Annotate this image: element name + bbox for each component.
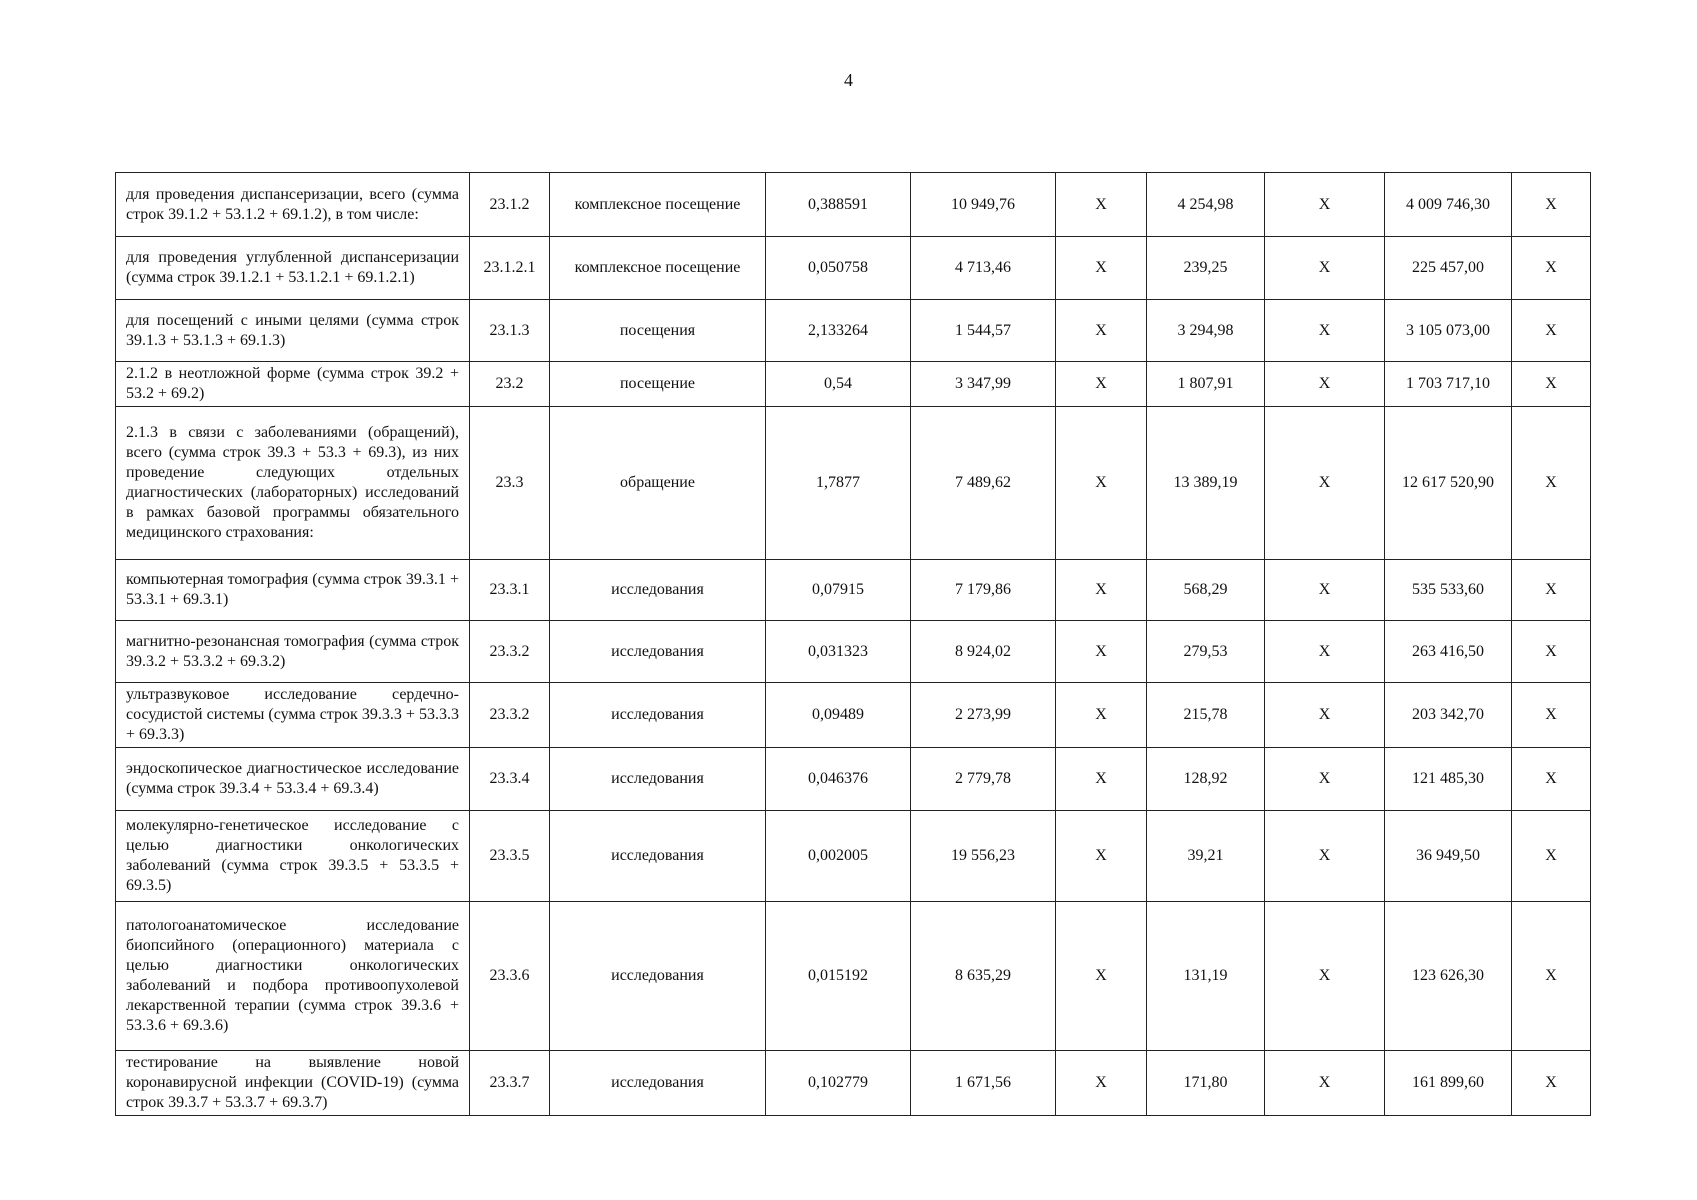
row-x-mark: X bbox=[1512, 1051, 1591, 1116]
row-per-capita: 131,19 bbox=[1147, 902, 1265, 1051]
row-x-mark: X bbox=[1265, 237, 1385, 300]
row-per-capita: 239,25 bbox=[1147, 237, 1265, 300]
row-x-mark: X bbox=[1265, 362, 1385, 407]
row-total: 161 899,60 bbox=[1385, 1051, 1512, 1116]
table-row bbox=[116, 748, 1591, 811]
row-unit: обращение bbox=[550, 407, 766, 560]
table-row bbox=[116, 362, 1591, 407]
row-norm: 0,09489 bbox=[766, 683, 911, 748]
table-row bbox=[116, 811, 1591, 902]
row-unit: посещение bbox=[550, 362, 766, 407]
row-cost: 3 347,99 bbox=[911, 362, 1056, 407]
row-unit: комплексное посещение bbox=[550, 173, 766, 237]
row-code: 23.3.5 bbox=[470, 811, 550, 902]
row-x-mark: X bbox=[1265, 811, 1385, 902]
row-cost: 10 949,76 bbox=[911, 173, 1056, 237]
row-x-mark: X bbox=[1056, 560, 1147, 621]
row-code: 23.3 bbox=[470, 407, 550, 560]
row-norm: 0,54 bbox=[766, 362, 911, 407]
row-x-mark: X bbox=[1512, 362, 1591, 407]
row-code: 23.3.4 bbox=[470, 748, 550, 811]
row-x-mark: X bbox=[1265, 300, 1385, 362]
row-total: 36 949,50 bbox=[1385, 811, 1512, 902]
row-total: 203 342,70 bbox=[1385, 683, 1512, 748]
row-cost: 2 273,99 bbox=[911, 683, 1056, 748]
row-description: тестирование на выявление новой коронавирусной инфекции (COVID-19) (сумма строк 39.3.7 + 53.3.7 + 69.3.7) bbox=[116, 1051, 470, 1116]
row-per-capita: 215,78 bbox=[1147, 683, 1265, 748]
row-x-mark: X bbox=[1056, 173, 1147, 237]
row-x-mark: X bbox=[1056, 362, 1147, 407]
row-norm: 0,031323 bbox=[766, 621, 911, 683]
row-total: 1 703 717,10 bbox=[1385, 362, 1512, 407]
row-per-capita: 171,80 bbox=[1147, 1051, 1265, 1116]
row-x-mark: X bbox=[1056, 902, 1147, 1051]
row-x-mark: X bbox=[1056, 748, 1147, 811]
row-unit: исследования bbox=[550, 621, 766, 683]
row-norm: 0,050758 bbox=[766, 237, 911, 300]
row-description: 2.1.3 в связи с заболеваниями (обращений), всего (сумма строк 39.3 + 53.3 + 69.3), из них проведение следующих отдельных диагностических (лабораторных) исследований в рамках базовой программы обязательного медицинского страхования: bbox=[116, 407, 470, 560]
row-description: 2.1.2 в неотложной форме (сумма строк 39.2 + 53.2 + 69.2) bbox=[116, 362, 470, 407]
row-x-mark: X bbox=[1265, 748, 1385, 811]
row-x-mark: X bbox=[1056, 300, 1147, 362]
row-code: 23.3.7 bbox=[470, 1051, 550, 1116]
row-norm: 0,015192 bbox=[766, 902, 911, 1051]
row-x-mark: X bbox=[1512, 902, 1591, 1051]
row-total: 121 485,30 bbox=[1385, 748, 1512, 811]
row-norm: 2,133264 bbox=[766, 300, 911, 362]
row-norm: 0,07915 bbox=[766, 560, 911, 621]
row-x-mark: X bbox=[1265, 1051, 1385, 1116]
row-cost: 8 635,29 bbox=[911, 902, 1056, 1051]
row-per-capita: 13 389,19 bbox=[1147, 407, 1265, 560]
row-total: 263 416,50 bbox=[1385, 621, 1512, 683]
row-description: для проведения диспансеризации, всего (сумма строк 39.1.2 + 53.1.2 + 69.1.2), в том числе: bbox=[116, 173, 470, 237]
row-description: ультразвуковое исследование сердечно-сосудистой системы (сумма строк 39.3.3 + 53.3.3 + 69.3.3) bbox=[116, 683, 470, 748]
row-x-mark: X bbox=[1056, 407, 1147, 560]
row-code: 23.3.2 bbox=[470, 683, 550, 748]
row-cost: 7 489,62 bbox=[911, 407, 1056, 560]
row-description: компьютерная томография (сумма строк 39.3.1 + 53.3.1 + 69.3.1) bbox=[116, 560, 470, 621]
row-x-mark: X bbox=[1056, 237, 1147, 300]
row-x-mark: X bbox=[1265, 407, 1385, 560]
row-x-mark: X bbox=[1512, 560, 1591, 621]
row-unit: посещения bbox=[550, 300, 766, 362]
row-cost: 4 713,46 bbox=[911, 237, 1056, 300]
row-description: молекулярно-генетическое исследование с целью диагностики онкологических заболеваний (сумма строк 39.3.5 + 53.3.5 + 69.3.5) bbox=[116, 811, 470, 902]
row-norm: 1,7877 bbox=[766, 407, 911, 560]
row-per-capita: 3 294,98 bbox=[1147, 300, 1265, 362]
row-cost: 7 179,86 bbox=[911, 560, 1056, 621]
row-description: для посещений с иными целями (сумма строк 39.1.3 + 53.1.3 + 69.1.3) bbox=[116, 300, 470, 362]
row-total: 12 617 520,90 bbox=[1385, 407, 1512, 560]
row-x-mark: X bbox=[1265, 173, 1385, 237]
row-cost: 1 671,56 bbox=[911, 1051, 1056, 1116]
row-code: 23.1.2 bbox=[470, 173, 550, 237]
row-x-mark: X bbox=[1512, 748, 1591, 811]
row-x-mark: X bbox=[1265, 621, 1385, 683]
row-per-capita: 1 807,91 bbox=[1147, 362, 1265, 407]
row-cost: 19 556,23 bbox=[911, 811, 1056, 902]
row-cost: 1 544,57 bbox=[911, 300, 1056, 362]
row-unit: исследования bbox=[550, 1051, 766, 1116]
table-row bbox=[116, 173, 1591, 237]
row-per-capita: 128,92 bbox=[1147, 748, 1265, 811]
row-x-mark: X bbox=[1265, 560, 1385, 621]
row-x-mark: X bbox=[1265, 683, 1385, 748]
row-norm: 0,046376 bbox=[766, 748, 911, 811]
row-unit: исследования bbox=[550, 902, 766, 1051]
row-code: 23.3.6 bbox=[470, 902, 550, 1051]
row-description: эндоскопическое диагностическое исследование (сумма строк 39.3.4 + 53.3.4 + 69.3.4) bbox=[116, 748, 470, 811]
row-cost: 2 779,78 bbox=[911, 748, 1056, 811]
row-x-mark: X bbox=[1056, 811, 1147, 902]
row-unit: исследования bbox=[550, 560, 766, 621]
row-description: патологоанатомическое исследование биопсийного (операционного) материала с целью диагностики онкологических заболеваний и подбора противоопухолевой лекарственной терапии (сумма строк 39.3.6 + 53.3.6 + 69.3.6) bbox=[116, 902, 470, 1051]
row-x-mark: X bbox=[1512, 407, 1591, 560]
row-norm: 0,102779 bbox=[766, 1051, 911, 1116]
table-row bbox=[116, 621, 1591, 683]
row-per-capita: 39,21 bbox=[1147, 811, 1265, 902]
row-per-capita: 568,29 bbox=[1147, 560, 1265, 621]
row-x-mark: X bbox=[1056, 1051, 1147, 1116]
row-norm: 0,388591 bbox=[766, 173, 911, 237]
row-x-mark: X bbox=[1265, 902, 1385, 1051]
row-per-capita: 4 254,98 bbox=[1147, 173, 1265, 237]
row-x-mark: X bbox=[1056, 683, 1147, 748]
row-unit: комплексное посещение bbox=[550, 237, 766, 300]
row-total: 123 626,30 bbox=[1385, 902, 1512, 1051]
row-code: 23.3.1 bbox=[470, 560, 550, 621]
row-description: для проведения углубленной диспансеризации (сумма строк 39.1.2.1 + 53.1.2.1 + 69.1.2.1) bbox=[116, 237, 470, 300]
row-unit: исследования bbox=[550, 748, 766, 811]
row-description: магнитно-резонансная томография (сумма строк 39.3.2 + 53.3.2 + 69.3.2) bbox=[116, 621, 470, 683]
table-body bbox=[116, 173, 1591, 1116]
row-code: 23.1.2.1 bbox=[470, 237, 550, 300]
row-total: 4 009 746,30 bbox=[1385, 173, 1512, 237]
row-per-capita: 279,53 bbox=[1147, 621, 1265, 683]
row-total: 225 457,00 bbox=[1385, 237, 1512, 300]
table-row bbox=[116, 237, 1591, 300]
table-row bbox=[116, 902, 1591, 1051]
row-cost: 8 924,02 bbox=[911, 621, 1056, 683]
row-x-mark: X bbox=[1512, 237, 1591, 300]
row-x-mark: X bbox=[1512, 621, 1591, 683]
row-x-mark: X bbox=[1512, 300, 1591, 362]
row-unit: исследования bbox=[550, 811, 766, 902]
row-total: 535 533,60 bbox=[1385, 560, 1512, 621]
row-code: 23.2 bbox=[470, 362, 550, 407]
row-x-mark: X bbox=[1512, 683, 1591, 748]
table-row bbox=[116, 560, 1591, 621]
row-x-mark: X bbox=[1512, 173, 1591, 237]
row-x-mark: X bbox=[1056, 621, 1147, 683]
row-code: 23.3.2 bbox=[470, 621, 550, 683]
data-table bbox=[115, 172, 1591, 1116]
table-row bbox=[116, 300, 1591, 362]
row-code: 23.1.3 bbox=[470, 300, 550, 362]
row-total: 3 105 073,00 bbox=[1385, 300, 1512, 362]
table-row bbox=[116, 407, 1591, 560]
row-x-mark: X bbox=[1512, 811, 1591, 902]
row-norm: 0,002005 bbox=[766, 811, 911, 902]
page-number: 4 bbox=[844, 70, 853, 90]
table-row bbox=[116, 1051, 1591, 1116]
table-row bbox=[116, 683, 1591, 748]
row-unit: исследования bbox=[550, 683, 766, 748]
